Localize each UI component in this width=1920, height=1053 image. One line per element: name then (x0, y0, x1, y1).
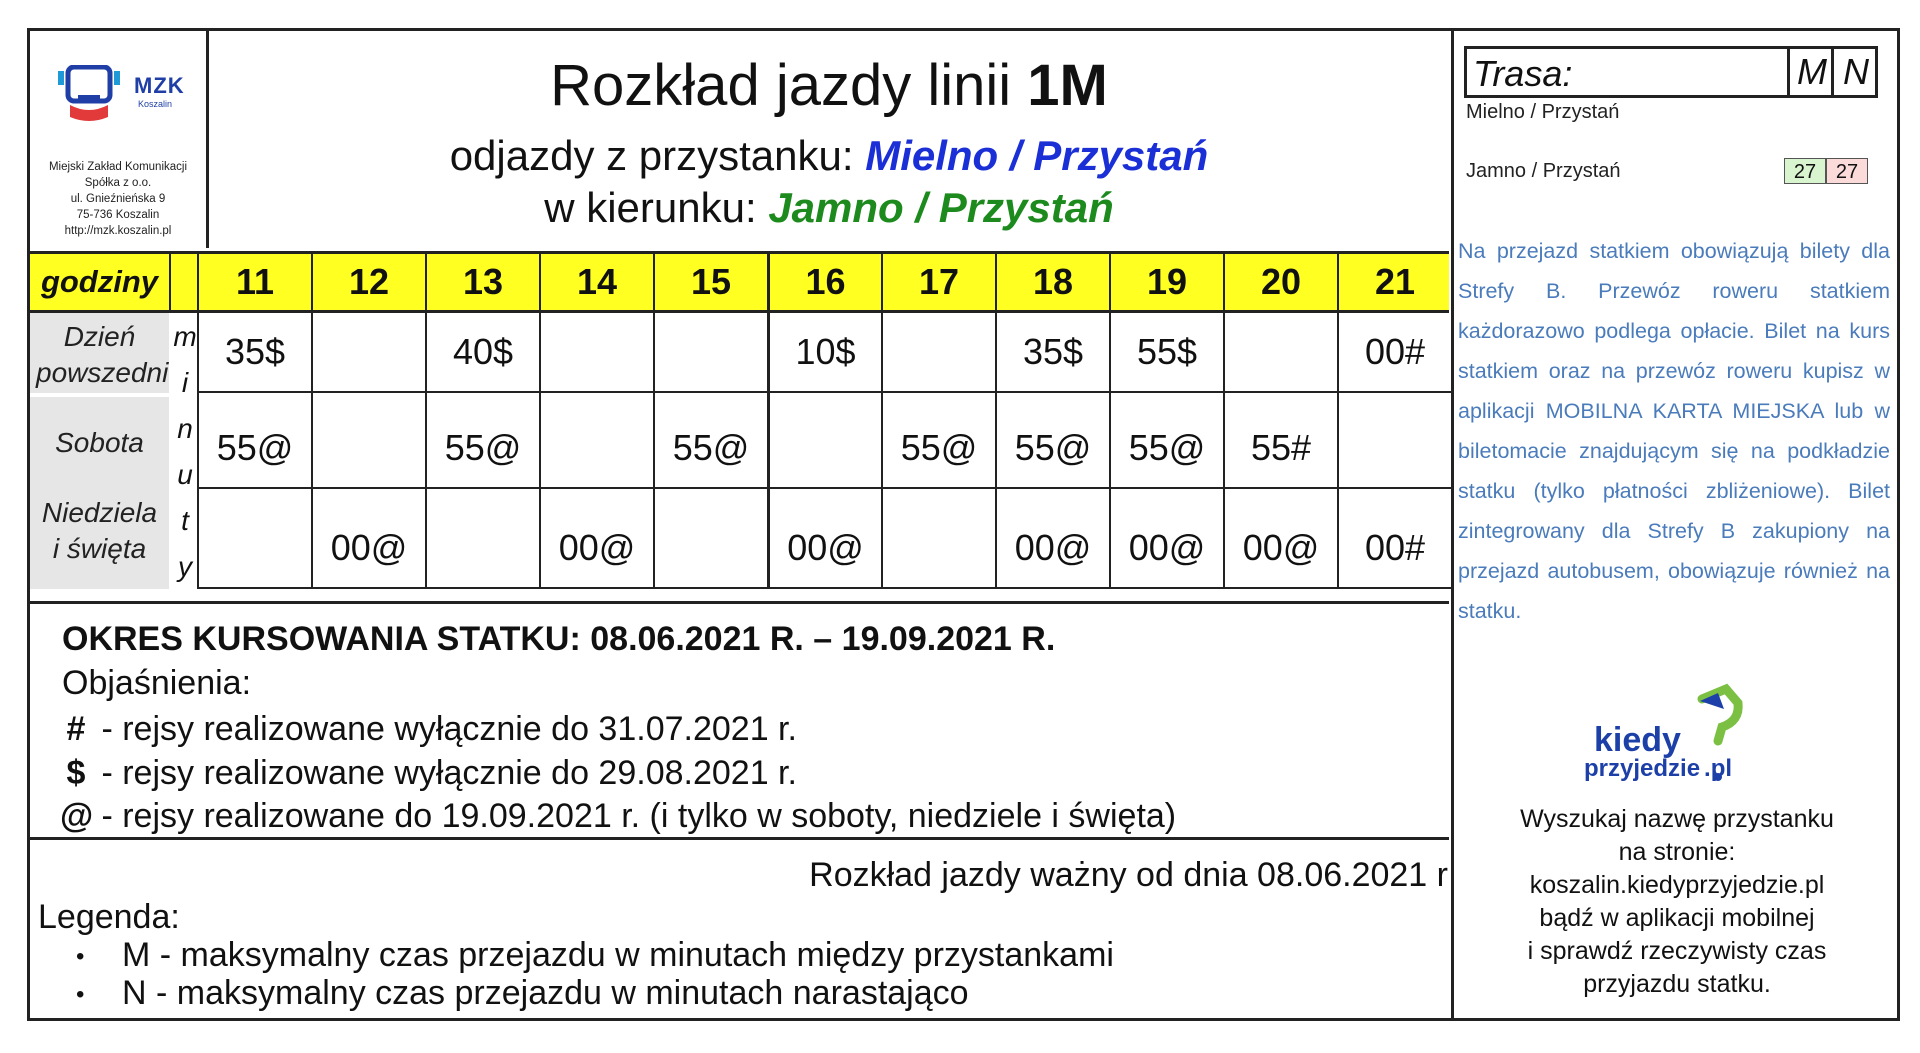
line-number: 1M (1027, 53, 1108, 118)
hours-spacer (169, 254, 197, 310)
to-stop: Jamno / Przystań (768, 184, 1114, 231)
departure-minute: 00@ (1014, 527, 1092, 568)
departure-cell (311, 489, 425, 589)
note-symbol: @ (60, 797, 94, 835)
kiedy-word: kiedy (1594, 721, 1681, 759)
departure-minute: 00@ (1128, 527, 1206, 568)
departure-cell (767, 393, 881, 489)
search-info-line: Wyszukaj nazwę przystanku (1520, 805, 1834, 833)
company-line: ul. Gnieźnieńska 9 (70, 193, 166, 205)
hour-header-12: 12 (311, 254, 425, 310)
search-info-line: na stronie: (1618, 838, 1736, 866)
departure-cell (881, 489, 995, 589)
day-label-text: Niedziela i święta (41, 497, 158, 564)
minutes-letter: m (173, 321, 197, 352)
departure-cell (425, 393, 539, 489)
notes-section (30, 601, 1449, 840)
hour-header-17: 17 (881, 254, 995, 310)
przyjedzie-text: przyjedzie (1584, 755, 1701, 782)
departure-minute: 10$ (795, 331, 856, 372)
legend-item (76, 974, 969, 1013)
departure-stop-line (209, 131, 1449, 181)
hour-header-15: 15 (653, 254, 767, 310)
legend-text: N - maksymalny czas przejazdu w minutach narastająco (122, 974, 969, 1012)
legend-title: Legenda: (38, 898, 180, 936)
route-stop: Mielno / Przystań (1466, 101, 1620, 123)
minutes-letter: y (178, 551, 192, 582)
departure-minute: 55# (1250, 427, 1312, 468)
departure-cell (425, 313, 539, 393)
legend-item (76, 936, 1114, 975)
route-header (1464, 46, 1878, 98)
company-address (30, 159, 206, 239)
departure-minute: 55@ (672, 427, 750, 468)
departure-minute: 35$ (224, 331, 286, 372)
note-symbol: # (66, 710, 86, 748)
departure-cell (767, 489, 881, 589)
legend-text: M - maksymalny czas przejazdu w minutach między przystankami (122, 936, 1114, 974)
note-symbol: $ (66, 754, 86, 792)
company-line: Spółka z o.o. (84, 177, 152, 189)
departure-minute: 55$ (1136, 331, 1198, 372)
departure-cell (881, 313, 995, 393)
departure-minute: 00# (1364, 331, 1426, 372)
col-n-header: N (1831, 49, 1878, 95)
route-sidebar (1451, 31, 1897, 1018)
przyjedzie-word (1584, 755, 1732, 783)
departure-minute: 00@ (787, 527, 864, 568)
pl-text: .pl (1704, 755, 1733, 782)
departure-minute: 55@ (444, 427, 522, 468)
stop-n-value: 27 (1826, 158, 1868, 184)
departure-minute: 55@ (900, 427, 978, 468)
hour-header-19: 19 (1109, 254, 1223, 310)
page-title (209, 51, 1449, 121)
search-info-line: i sprawdź rzeczywisty czas (1527, 937, 1827, 965)
departure-cell (881, 393, 995, 489)
departure-cell (1109, 489, 1223, 589)
note-text: - rejsy realizowane do 19.09.2021 r. (i tylko w soboty, niedziele i święta) (92, 797, 1177, 835)
hour-header-16: 16 (767, 254, 881, 310)
route-stop: Jamno / Przystań (1466, 160, 1621, 182)
stop-m-value: 27 (1784, 158, 1826, 184)
day-label-text: Sobota (55, 427, 144, 458)
departure-cell (653, 489, 767, 589)
hours-header-row (30, 251, 1449, 313)
brand-sub: Koszalin (138, 99, 173, 109)
company-line: Miejski Zakład Komunikacji (48, 161, 188, 173)
direction-line (209, 183, 1449, 233)
departure-minute: 00@ (558, 527, 636, 568)
minutes-label (173, 313, 197, 601)
departure-minute: 00# (1364, 527, 1426, 568)
note-text: - rejsy realizowane wyłącznie do 29.08.2021 r. (92, 754, 797, 792)
departure-minute: 35$ (1022, 331, 1084, 372)
logo-block (30, 31, 209, 248)
departure-cell (1223, 393, 1337, 489)
valid-from-date: Rozkład jazdy ważny od dnia 08.06.2021 r (809, 856, 1448, 894)
departure-minute: 00@ (1242, 527, 1320, 568)
company-line: http://mzk.koszalin.pl (64, 225, 172, 237)
departure-cell (995, 313, 1109, 393)
note-item (60, 797, 1176, 836)
timetable-grid (30, 251, 1449, 601)
brand-name: MZK (134, 73, 185, 98)
departure-cell (311, 393, 425, 489)
departure-minute: 55@ (1128, 427, 1206, 468)
from-stop: Mielno / Przystań (865, 132, 1209, 179)
bullet-icon: • (76, 981, 85, 1009)
hour-header-11: 11 (197, 254, 311, 310)
minutes-letter: i (181, 367, 189, 398)
to-label: w kierunku: (544, 184, 769, 231)
departure-minute: 55@ (216, 427, 294, 468)
note-item (60, 710, 797, 749)
hour-header-20: 20 (1223, 254, 1337, 310)
departure-cell (197, 489, 311, 589)
company-line: 75-736 Koszalin (76, 209, 160, 221)
hours-label: godziny (40, 264, 159, 299)
minutes-letter: t (181, 505, 189, 536)
departure-cell (425, 489, 539, 589)
departure-cell (1109, 393, 1223, 489)
departure-cell (539, 393, 653, 489)
explanations-title: Objaśnienia: (62, 664, 252, 702)
departure-cell (311, 313, 425, 393)
departure-minute: 00@ (330, 527, 408, 568)
hour-header-13: 13 (425, 254, 539, 310)
note-item (60, 754, 797, 793)
search-info-line: przyjazdu statku. (1583, 970, 1771, 998)
timetable-header (209, 31, 1449, 248)
route-title: Trasa: (1473, 53, 1573, 94)
note-text: - rejsy realizowane wyłącznie do 31.07.2021 r. (92, 710, 797, 748)
search-info-line: koszalin.kiedyprzyjedzie.pl (1529, 871, 1825, 899)
departure-minute: 55@ (1014, 427, 1092, 468)
departure-cell (767, 313, 881, 393)
search-info-line: bądź w aplikacji mobilnej (1539, 904, 1815, 932)
from-label: odjazdy z przystanku: (449, 132, 866, 179)
day-label (30, 397, 169, 491)
hour-header-14: 14 (539, 254, 653, 310)
departure-cell (1109, 313, 1223, 393)
day-label-text: Dzień powszedni (36, 321, 169, 388)
departure-cell (1223, 313, 1337, 393)
departure-cell (197, 393, 311, 489)
col-m-header: M (1787, 49, 1834, 95)
day-label (30, 313, 169, 393)
ticket-info: Na przejazd statkiem obowiązują bilety dla Strefy B. Przewóz roweru statkiem każdorazowo podlega opłacie. Bilet na kurs statkiem oraz na przewóz roweru kupisz w aplikacji MOBILNA KARTA MIEJSKA lub w biletomacie znajdującym się na podkładzie statku (tylko płatności zbliżeniowe). Bilet zintegrowany dla Strefy B zakupiony na przejazd autobusem, obowiązuje również na statku. (1458, 239, 1890, 623)
departure-cell (1337, 313, 1451, 393)
minutes-letter: u (177, 459, 193, 490)
departure-cell (539, 489, 653, 589)
departure-cell (1337, 489, 1451, 589)
day-label (30, 489, 169, 589)
departure-cell (1223, 489, 1337, 589)
sailing-period: OKRES KURSOWANIA STATKU: 08.06.2021 R. – 19.09.2021 R. (62, 620, 1056, 658)
title-prefix: Rozkład jazdy linii (550, 53, 1028, 118)
departure-cell (995, 393, 1109, 489)
departure-cell (197, 313, 311, 393)
departure-cell (653, 313, 767, 393)
bullet-icon: • (76, 943, 85, 971)
hour-header-21: 21 (1337, 254, 1451, 310)
departure-cell (653, 393, 767, 489)
hour-header-18: 18 (995, 254, 1109, 310)
minutes-letter: n (177, 413, 193, 444)
departure-cell (995, 489, 1109, 589)
departure-minute: 40$ (452, 331, 514, 372)
departure-cell (1337, 393, 1451, 489)
departure-cell (539, 313, 653, 393)
